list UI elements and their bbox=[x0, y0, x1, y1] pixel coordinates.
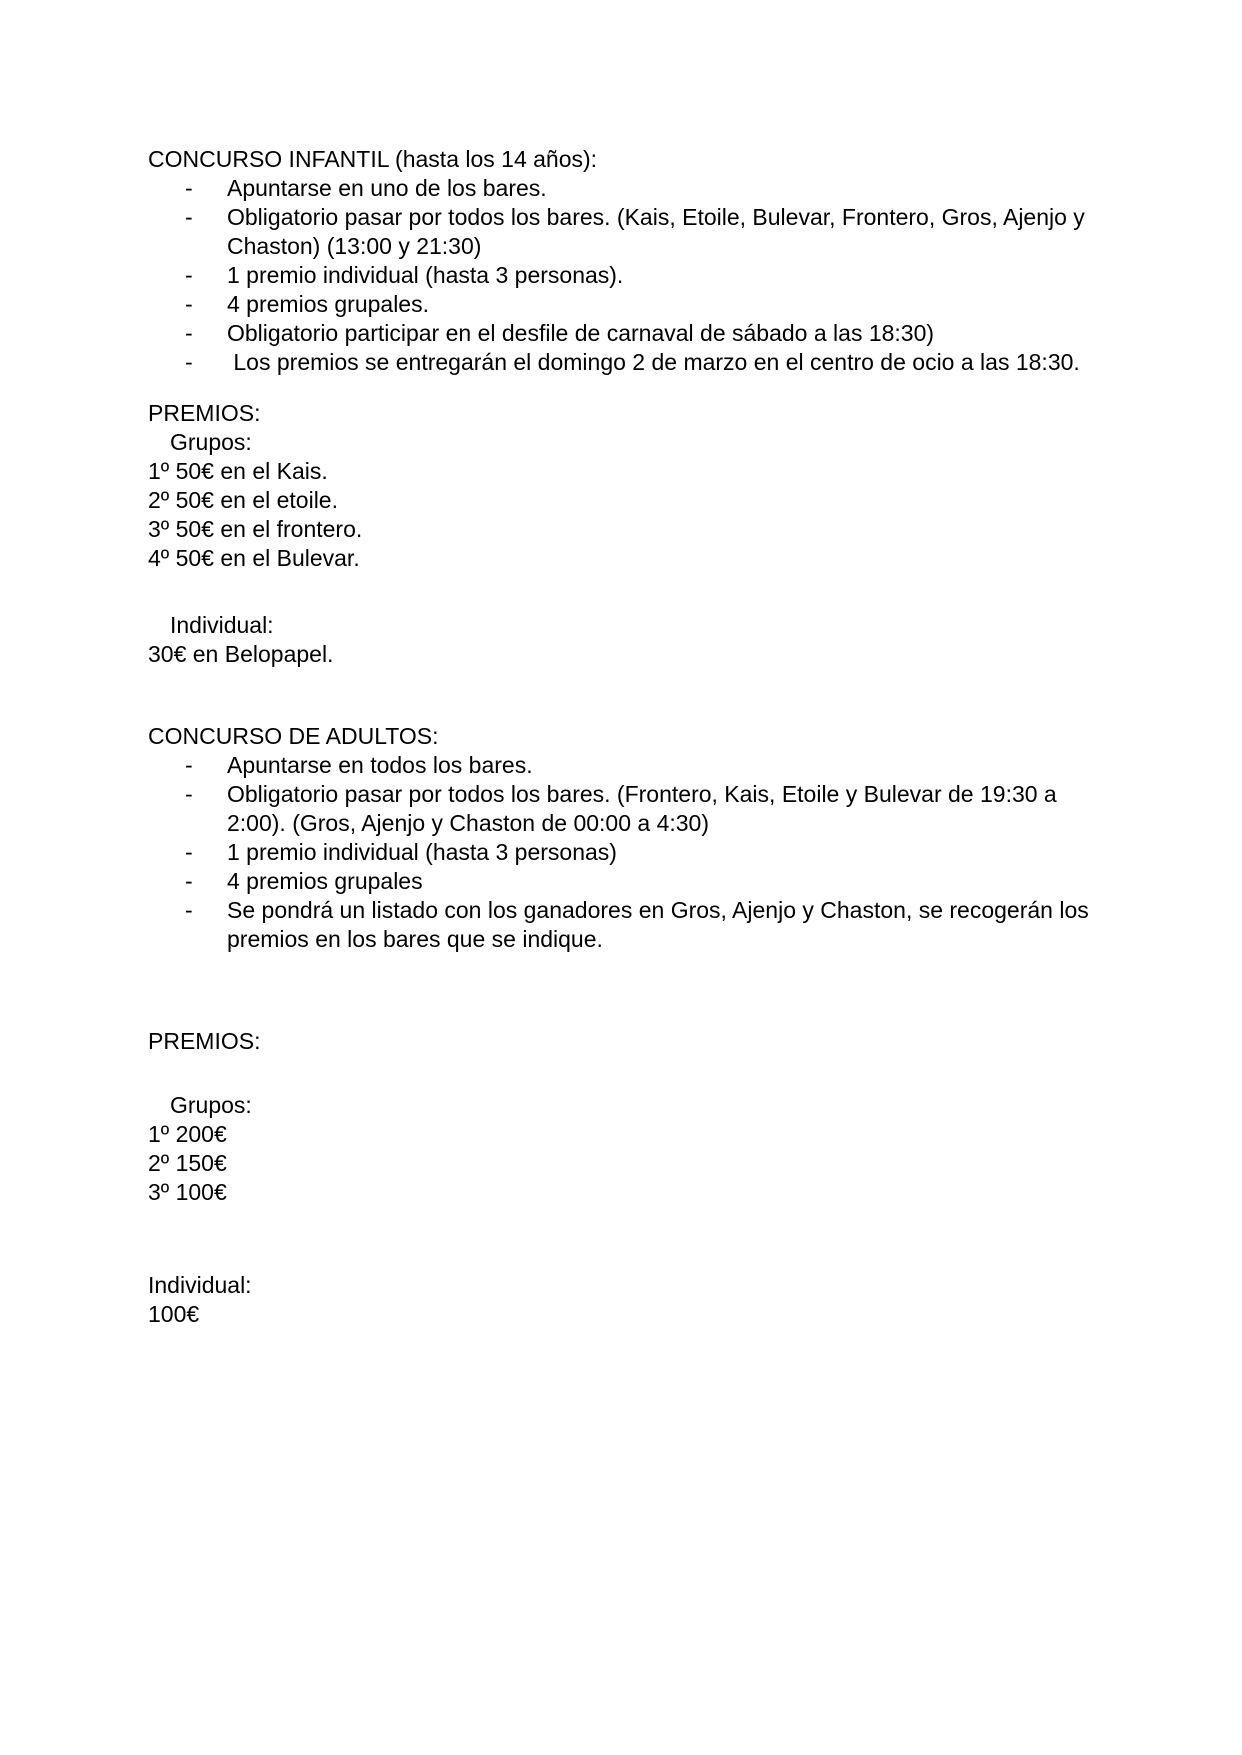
prize-line: 1º 200€ bbox=[148, 1121, 227, 1147]
bullet-item bbox=[148, 203, 1182, 261]
prize-line: 30€ en Belopapel. bbox=[148, 641, 334, 667]
bullet-dash: - bbox=[185, 175, 193, 201]
bullet-item bbox=[148, 290, 1182, 319]
bullet-dash: - bbox=[185, 897, 193, 923]
bullet-text: Se pondrá un listado con los ganadores en Gros, Ajenjo y Chaston, se recogerán los premios en los bares que se indique. bbox=[227, 897, 1096, 952]
bullet-item bbox=[148, 348, 1182, 377]
bullet-dash: - bbox=[185, 291, 193, 317]
label-grupos-infantil: Grupos: bbox=[170, 429, 252, 455]
bullet-text: Obligatorio participar en el desfile de carnaval de sábado a las 18:30) bbox=[227, 320, 935, 346]
heading-concurso-adultos: CONCURSO DE ADULTOS: bbox=[148, 723, 439, 749]
bullet-dash: - bbox=[185, 839, 193, 865]
bullet-item bbox=[148, 174, 1182, 203]
bullet-dash: - bbox=[185, 349, 193, 375]
bullet-list-infantil bbox=[148, 174, 1182, 377]
prize-line: 2º 150€ bbox=[148, 1150, 227, 1176]
bullet-item bbox=[148, 838, 1182, 867]
prize-line: 3º 50€ en el frontero. bbox=[148, 516, 363, 542]
bullet-dash: - bbox=[185, 752, 193, 778]
prize-line: 4º 50€ en el Bulevar. bbox=[148, 545, 360, 571]
bullet-item bbox=[148, 319, 1182, 348]
bullet-list-adultos bbox=[148, 751, 1182, 954]
bullet-text: 1 premio individual (hasta 3 personas). bbox=[227, 262, 624, 288]
heading-concurso-infantil: CONCURSO INFANTIL (hasta los 14 años): bbox=[148, 146, 598, 172]
prize-line: 1º 50€ en el Kais. bbox=[148, 458, 328, 484]
heading-premios-infantil: PREMIOS: bbox=[148, 400, 261, 426]
bullet-text: Apuntarse en uno de los bares. bbox=[227, 175, 547, 201]
bullet-dash: - bbox=[185, 868, 193, 894]
bullet-dash: - bbox=[185, 204, 193, 230]
bullet-item bbox=[148, 780, 1182, 838]
bullet-text: 4 premios grupales. bbox=[227, 291, 429, 317]
bullet-dash: - bbox=[185, 320, 193, 346]
label-grupos-adultos: Grupos: bbox=[170, 1092, 252, 1118]
heading-premios-adultos: PREMIOS: bbox=[148, 1028, 261, 1054]
bullet-dash: - bbox=[185, 262, 193, 288]
bullet-text: Apuntarse en todos los bares. bbox=[227, 752, 533, 778]
bullet-text: 4 premios grupales bbox=[227, 868, 423, 894]
bullet-text: Obligatorio pasar por todos los bares. (Frontero, Kais, Etoile y Bulevar de 19:30 a 2:00). (Gros, Ajenjo y Chaston de 00:00 a 4:30) bbox=[227, 781, 1064, 836]
label-individual-adultos: Individual: bbox=[148, 1272, 252, 1298]
prize-line: 2º 50€ en el etoile. bbox=[148, 487, 338, 513]
bullet-item bbox=[148, 751, 1182, 780]
bullet-item bbox=[148, 867, 1182, 896]
bullet-item bbox=[148, 261, 1182, 290]
bullet-item bbox=[148, 896, 1182, 954]
bullet-dash: - bbox=[185, 781, 193, 807]
prize-line: 100€ bbox=[148, 1301, 200, 1327]
prize-line: 3º 100€ bbox=[148, 1179, 227, 1205]
label-individual-infantil: Individual: bbox=[170, 612, 274, 638]
bullet-text: Obligatorio pasar por todos los bares. (Kais, Etoile, Bulevar, Frontero, Gros, Ajenjo y Chaston) (13:00 y 21:30) bbox=[227, 204, 1092, 259]
bullet-text: Los premios se entregarán el domingo 2 de marzo en el centro de ocio a las 18:30. bbox=[227, 349, 1080, 375]
bullet-text: 1 premio individual (hasta 3 personas) bbox=[227, 839, 617, 865]
